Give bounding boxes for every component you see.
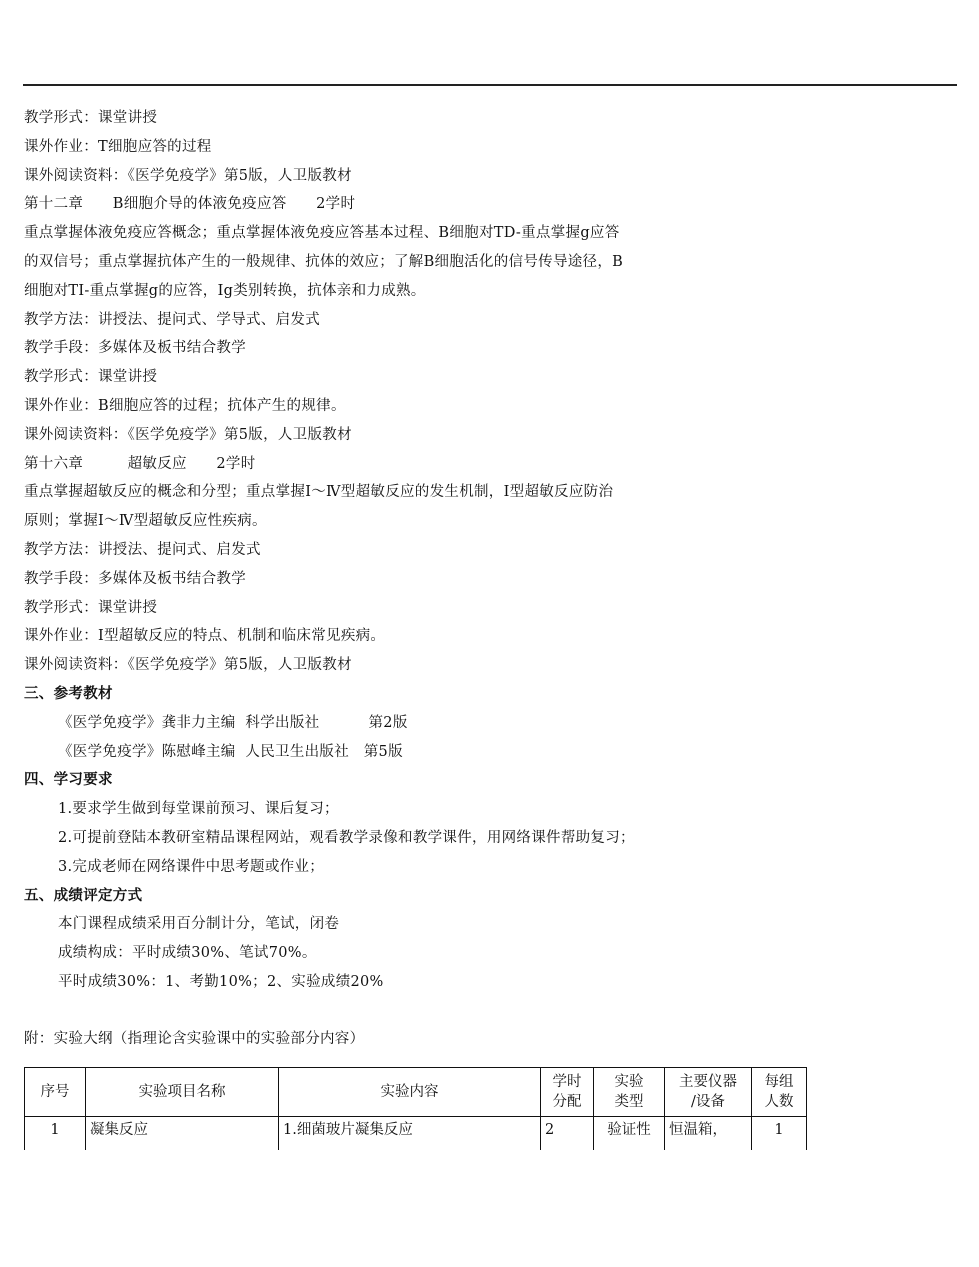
text-line: 教学方法：讲授法、提问式、学导式、启发式 [24,311,320,328]
experiment-table [24,1067,807,1150]
chapter-title: 第十二章 B细胞介导的体液免疫应答 2学时 [24,196,356,213]
requirement-item: 1.要求学生做到每堂课前预习、课后复习； [58,801,339,818]
document-body [24,104,954,1054]
table-cell-type: 验证性 [594,1117,665,1151]
reference-item: 《医学免疫学》龚非力主编 科学出版社 第2版 [58,714,408,731]
chapter-title: 第十六章 超敏反应 2学时 [24,455,256,472]
table-cell-equipment: 恒温箱， [665,1117,752,1151]
header-cell-hours: 学时 分配 [541,1068,594,1117]
table-cell-number: 1 [25,1117,86,1151]
text-line: 课外阅读资料：《医学免疫学》第5版，人卫版教材 [24,167,352,184]
text-line: 课外阅读资料：《医学免疫学》第5版，人卫版教材 [24,657,352,674]
text-line: 的双信号；重点掌握抗体产生的一般规律、抗体的效应；了解B细胞活化的信号传导途径，B [24,253,624,270]
grading-item: 成绩构成：平时成绩30%、笔试70%。 [58,945,317,962]
text-line: 重点掌握体液免疫应答概念；重点掌握体液免疫应答基本过程、B细胞对TD-重点掌握g应答 [24,225,620,242]
section-heading: 四、学习要求 [24,771,113,789]
text-line: 课外作业：I型超敏反应的特点、机制和临床常见疾病。 [24,628,386,645]
text-line: 教学形式：课堂讲授 [24,369,158,386]
grading-item: 平时成绩30%：1、考勤10%；2、实验成绩20% [58,973,384,990]
text-line: 教学方法：讲授法、提问式、启发式 [24,541,261,558]
table-header-row [25,1068,807,1117]
header-cell-equipment: 主要仪器 /设备 [665,1068,752,1117]
text-line: 课外作业：T细胞应答的过程 [24,138,212,155]
text-line: 教学形式：课堂讲授 [24,110,158,126]
header-cell-project-name: 实验项目名称 [86,1068,279,1117]
section-heading: 三、参考教材 [24,684,113,702]
text-line: 课外阅读资料：《医学免疫学》第5版，人卫版教材 [24,426,352,443]
section-heading: 五、成绩评定方式 [24,886,143,904]
text-line: 重点掌握超敏反应的概念和分型；重点掌握Ⅰ～Ⅳ型超敏反应的发生机制，Ⅰ型超敏反应防治 [24,484,614,501]
header-cell-content: 实验内容 [279,1068,541,1117]
header-cell-number: 序号 [25,1068,86,1117]
header-cell-group-size: 每组 人数 [752,1068,807,1117]
reference-item: 《医学免疫学》陈慰峰主编 人民卫生出版社 第5版 [58,743,403,760]
table-cell-hours: 2 [541,1117,594,1151]
text-line: 教学手段：多媒体及板书结合教学 [24,340,246,357]
table-cell-content: 1.细菌玻片凝集反应 [279,1117,541,1151]
requirement-item: 2.可提前登陆本教研室精品课程网站，观看教学录像和教学课件，用网络课件帮助复习； [58,829,635,846]
text-line: 细胞对TI-重点掌握g的应答，Ig类别转换，抗体亲和力成熟。 [24,282,426,299]
header-rule [23,84,957,86]
table-row [25,1117,807,1151]
text-line: 课外作业：B细胞应答的过程；抗体产生的规律。 [24,397,346,414]
header-cell-type: 实验 类型 [594,1068,665,1117]
text-line: 教学形式：课堂讲授 [24,599,158,616]
spacer [24,997,954,1025]
grading-item: 本门课程成绩采用百分制计分，笔试，闭卷 [58,916,340,933]
appendix-title: 附：实验大纲（指理论含实验课中的实验部分内容） [24,1030,365,1047]
table-cell-project-name: 凝集反应 [86,1117,279,1151]
table-cell-group-size: 1 [752,1117,807,1151]
text-line: 教学手段：多媒体及板书结合教学 [24,570,246,587]
text-line: 原则；掌握Ⅰ～Ⅳ型超敏反应性疾病。 [24,513,267,530]
requirement-item: 3.完成老师在网络课件中思考题或作业； [58,858,325,875]
